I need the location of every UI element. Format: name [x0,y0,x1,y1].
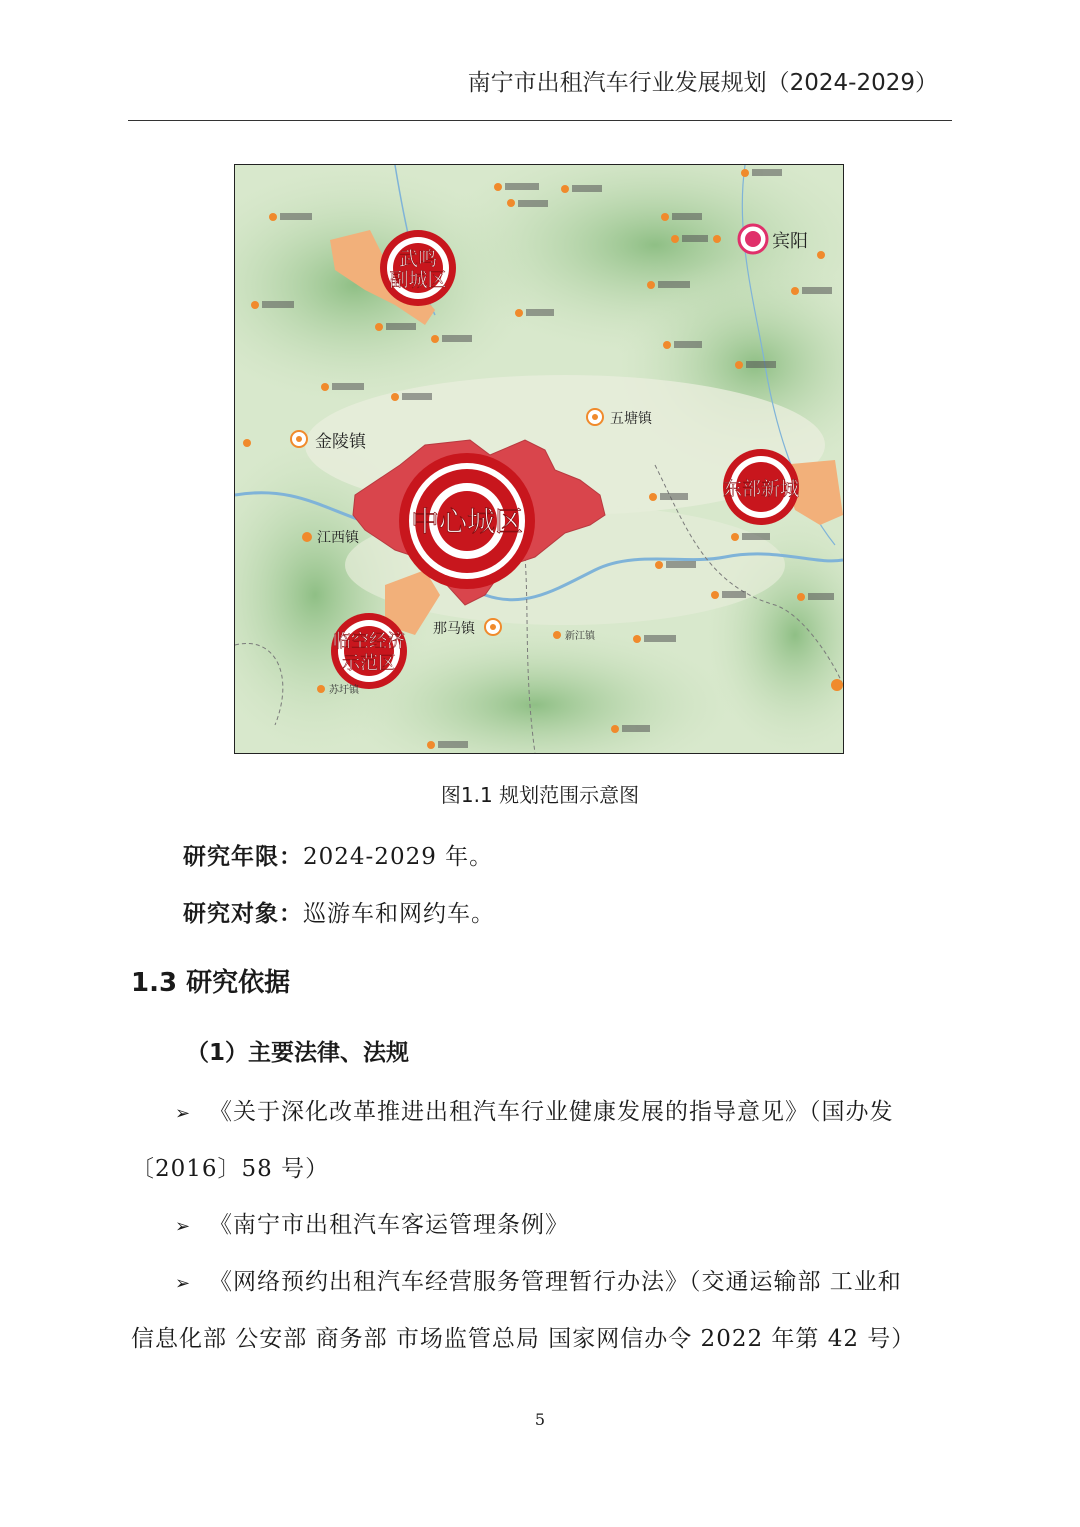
label-binyang: 宾阳 [772,231,808,252]
section-title: 1.3 研究依据 [131,968,291,998]
list-item [175,1206,569,1239]
header-title: 南宁市出租汽车行业发展规划（2024-2029） [467,70,938,96]
item-2-line1: 《南宁市出租汽车客运管理条例》 [209,1212,569,1238]
town-marker-xinjiang [553,631,561,639]
study-object-line [183,895,495,928]
label-wuming-bottom: 副城区 [389,269,447,291]
town-marker-wutang [587,409,603,425]
list-item [175,1263,902,1296]
study-object-label: 研究对象： [183,900,303,927]
town-marker-nama [485,619,501,635]
town-marker-suxu [317,685,325,693]
planning-map [234,164,844,754]
label-jinling: 金陵镇 [315,432,366,452]
item-3-continuation: 信息化部 公安部 商务部 市场监管总局 国家网信办令 2022 年第 42 号） [131,1326,916,1352]
item-1-continuation: 〔2016〕58 号） [131,1156,330,1182]
town-marker-jinling [291,431,307,447]
binyang-marker [739,225,767,253]
label-east-city: 东部新城 [722,478,800,500]
label-suxu: 苏圩镇 [329,685,359,696]
header-rule [128,120,952,121]
town-marker-jiangxi [302,532,312,542]
list-item [175,1093,894,1126]
bullet-icon: ➢ [175,1273,192,1294]
figure-caption: 图1.1 规划范围示意图 [440,783,640,807]
label-wuming-top: 武鸣 [398,248,438,270]
map-svg [235,165,843,753]
study-period-line [183,838,493,871]
study-period-value: 2024-2029 年。 [303,844,494,870]
label-wutang: 五塘镇 [610,411,652,427]
item-3-line1: 《网络预约出租汽车经营服务管理暂行办法》（交通运输部 工业和 [209,1269,902,1295]
page-number: 5 [534,1410,546,1429]
study-object-value: 巡游车和网约车。 [303,901,495,927]
subsection-title: （1）主要法律、法规 [186,1040,410,1066]
bullet-icon: ➢ [175,1216,192,1237]
bullet-icon: ➢ [175,1103,192,1124]
label-jiangxi: 江西镇 [317,530,359,546]
label-airport-top: 临空经济 [333,631,405,652]
label-nama: 那马镇 [433,621,475,637]
label-xinjiang: 新江镇 [565,631,595,642]
study-period-label: 研究年限： [183,843,303,870]
label-center-city: 中心城区 [410,505,524,538]
item-1-line1: 《关于深化改革推进出租汽车行业健康发展的指导意见》（国办发 [209,1099,894,1125]
label-airport-bottom: 示范区 [342,653,396,674]
